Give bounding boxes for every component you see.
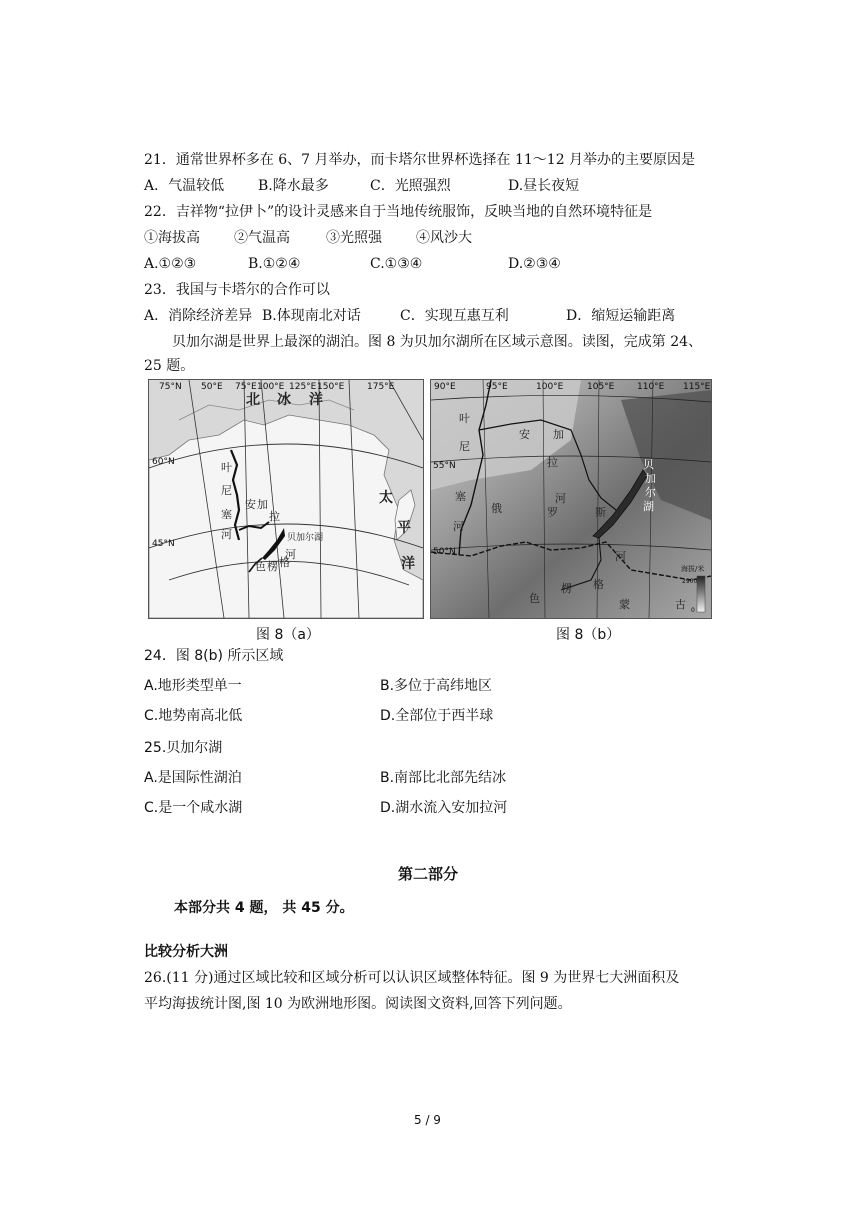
map-b-river-suffix: 河 (615, 550, 626, 563)
map-a-yenisei-4: 河 (221, 528, 232, 541)
section-heading: 比较分析大洲 (144, 944, 228, 960)
map-b-selenga-3: 格 (593, 578, 604, 591)
map-b-angara-2: 加 (553, 428, 564, 441)
q24-option-b: B.多位于高纬地区 (380, 678, 493, 694)
map-a-yenisei-3: 塞 (221, 508, 232, 521)
part2-desc: 本部分共 4 题， 共 45 分。 (174, 900, 354, 916)
map-b-mongolia-2: 古 (675, 598, 686, 611)
map-8b-caption: 图 8（b） (556, 627, 621, 643)
map-b-lon-95e: 95°E (486, 382, 508, 392)
map-b-lake-3: 尔 (645, 486, 656, 499)
map-8a-caption: 图 8（a） (256, 627, 320, 643)
map-b-mongolia-1: 蒙 (619, 598, 630, 611)
map-b-russia-2: 罗 (547, 506, 558, 519)
map-a-lon-175e: 175°E (367, 382, 395, 392)
q24-option-d: D.全部位于西半球 (380, 708, 494, 724)
map-a-angara-4: 河 (285, 548, 296, 561)
page-number: 5 / 9 (414, 1113, 441, 1127)
map-b-angara-3: 拉 (547, 456, 558, 469)
map-b-russia-1: 俄 (491, 502, 502, 515)
map-a-lat-45n: 45°N (152, 539, 175, 549)
map-a-lon-150e: 150°E (317, 382, 345, 392)
map-a-lon-100e: 100°E (257, 382, 285, 392)
map-a-angara-2: 加 (257, 498, 268, 511)
q25-option-d: D.湖水流入安加拉河 (380, 800, 508, 816)
map-b-lon-110e: 110°E (637, 382, 665, 392)
map-a-selenga-2: 楞 (267, 560, 278, 573)
map-b-yenisei-2: 尼 (459, 440, 470, 453)
map-b-lat-55n: 55°N (433, 461, 456, 471)
map-a-yenisei-1: 叶 (221, 461, 232, 474)
intro-line-1: 贝加尔湖是世界上最深的湖泊。图 8 为贝加尔湖所在区域示意图。读图，完成第 24、 (172, 334, 703, 350)
map-8a (148, 379, 424, 619)
map-a-ocean-2: 冰 (277, 392, 291, 408)
q26-line-1: 26.(11 分)通过区域比较和区域分析可以认识区域整体特征。图 9 为世界七大洲面积及 (144, 970, 680, 986)
map-a-lon-75e: 75°E (235, 382, 257, 392)
map-a-ocean-3: 洋 (309, 392, 323, 408)
map-a-selenga-1: 色 (255, 560, 266, 573)
q22-option-b: B.①②④ (248, 256, 301, 272)
map-b-lon-90e: 90°E (434, 382, 456, 392)
q22-item-2: ②气温高 (234, 230, 290, 246)
q24-option-a: A.地形类型单一 (144, 678, 242, 694)
q25-option-b: B.南部比北部先结冰 (380, 770, 507, 786)
q25-option-a: A.是国际性湖泊 (144, 770, 242, 786)
q22-item-3: ③光照强 (326, 230, 382, 246)
q22-item-1: ①海拔高 (144, 230, 200, 246)
map-b-legend-min: 0 (691, 607, 695, 614)
q21-stem: 21．通常世界杯多在 6、7 月举办，而卡塔尔世界杯选择在 11～12 月举办的主要原因是 (144, 152, 696, 168)
map-b-lon-115e: 115°E (683, 382, 711, 392)
map-b-yenisei-4: 河 (453, 520, 464, 533)
q22-option-a: A.①②③ (144, 256, 197, 272)
map-b-selenga-2: 楞 (561, 582, 572, 595)
q24-option-c: C.地势南高北低 (144, 708, 243, 724)
map-a-angara-1: 安 (245, 498, 256, 511)
map-a-selenga-3: 格 (279, 556, 290, 569)
q26-line-2: 平均海拔统计图,图 10 为欧洲地形图。阅读图文资料,回答下列问题。 (144, 996, 572, 1012)
q24-stem: 24．图 8(b) 所示区域 (144, 648, 284, 664)
q23-option-c: C．实现互惠互利 (400, 308, 509, 324)
q21-option-b: B.降水最多 (258, 178, 329, 194)
map-a-pacific-1: 太 (379, 490, 393, 506)
q21-option-a: A．气温较低 (144, 178, 225, 194)
map-b-legend-bar (697, 576, 705, 612)
map-b-selenga-1: 色 (529, 592, 540, 605)
map-b-lat-50n: 50°N (433, 547, 456, 557)
q22-stem: 22．吉祥物“拉伊卜”的设计灵感来自于当地传统服饰，反映当地的自然环境特征是 (144, 204, 653, 220)
map-a-yenisei-2: 尼 (221, 484, 232, 497)
map-a-angara-3: 拉 (269, 510, 280, 523)
map-a-lon-75n: 75°N (159, 382, 182, 392)
map-b-lon-100e: 100°E (536, 382, 564, 392)
q23-option-b: B.体现南北对话 (262, 308, 361, 324)
q23-option-a: A．消除经济差异 (144, 308, 253, 324)
map-b-yenisei-3: 塞 (455, 490, 466, 503)
map-b-lake-1: 贝 (643, 458, 654, 471)
q21-option-c: C．光照强烈 (370, 178, 451, 194)
map-b-angara-4: 河 (555, 492, 566, 505)
map-b-russia-3: 斯 (595, 506, 606, 519)
q22-option-d: D.②③④ (508, 256, 561, 272)
intro-line-2: 25 题。 (144, 358, 195, 374)
q25-stem: 25.贝加尔湖 (144, 740, 223, 756)
q21-option-d: D.昼长夜短 (508, 178, 580, 194)
map-b-lon-105e: 105°E (587, 382, 615, 392)
map-a-ocean-1: 北 (246, 392, 260, 408)
map-b-lake-2: 加 (645, 472, 656, 485)
part2-title: 第二部分 (398, 865, 459, 883)
q22-item-4: ④风沙大 (416, 230, 472, 246)
map-b-angara-1: 安 (519, 428, 530, 441)
map-a-lon-50e: 50°E (201, 382, 223, 392)
q23-stem: 23．我国与卡塔尔的合作可以 (144, 282, 330, 298)
map-a-lake-label: 贝加尔湖 (287, 533, 324, 543)
map-a-pacific-3: 洋 (401, 556, 415, 572)
map-b-yenisei-1: 叶 (459, 412, 470, 425)
map-a-lat-60n: 60°N (152, 457, 175, 467)
map-a-lon-125e: 125°E (289, 382, 317, 392)
q25-option-c: C.是一个咸水湖 (144, 800, 243, 816)
map-b-legend-title: 海拔/米 (681, 565, 705, 573)
q23-option-d: D．缩短运输距离 (566, 308, 676, 324)
map-8b (430, 379, 712, 619)
map-b-lake-4: 湖 (643, 500, 654, 513)
map-a-pacific-2: 平 (397, 520, 411, 536)
q22-option-c: C.①③④ (370, 256, 423, 272)
map-b-legend-max: 2900 (682, 578, 698, 585)
